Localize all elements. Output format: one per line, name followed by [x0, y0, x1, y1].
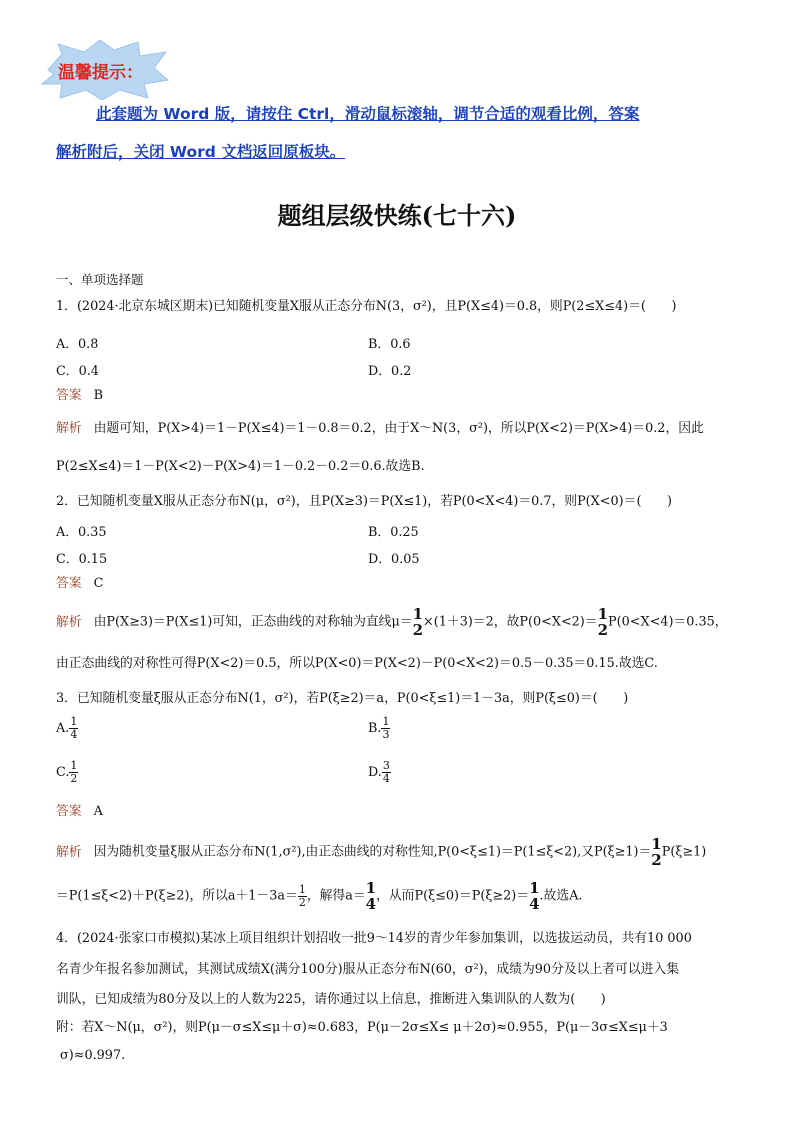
q3-analysis-text-1a: 因为随机变量ξ服从正态分布N(1,σ²),由正态曲线的对称性知,P(0<ξ≤1)＝P(1≤ξ<2),又P(ξ≥1)＝: [93, 844, 652, 860]
section-heading: 一、单项选择题: [56, 272, 144, 287]
fraction-half: 1 2: [412, 605, 424, 639]
q2-analysis-text-1b: ×(1＋3)＝2，故P(0<X<2)＝: [423, 614, 598, 630]
answer-label: 答案: [56, 388, 82, 403]
q3-option-a: A. $\frac{1}{4}$: [56, 715, 78, 741]
q3-analysis-line-1: [56, 836, 706, 868]
q1-option-c: C．0.4: [56, 364, 99, 379]
q2-stem: 2．已知随机变量X服从正态分布N(μ，σ²)，且P(X≥3)＝P(X≤1)，若P(0<X<4)＝0.7，则P(X<0)＝( ): [56, 494, 673, 509]
q1-analysis-text-1: 由题可知，P(X>4)＝1－P(X≤4)＝1－0.8＝0.2，由于X～N(3，σ²)，所以P(X<2)＝P(X>4)＝0.2，因此: [93, 421, 704, 436]
tip-line-2: 解析附后，关闭 Word 文档返回原板块。: [56, 143, 346, 161]
fraction-quarter: 1 4: [365, 879, 377, 913]
q1-answer: B: [93, 388, 103, 403]
analysis-label: 解析: [56, 421, 82, 436]
q4-line-3: 训队，已知成绩为80分及以上的人数为225，请你通过以上信息，推断进入集训队的人数为( ): [56, 992, 606, 1007]
q2-option-d: D．0.05: [368, 552, 420, 567]
page-title: 题组层级快练(七十六): [277, 201, 517, 230]
q4-line-1: 4．(2024·张家口市模拟)某冰上项目组织计划招收一批9～14岁的青少年参加集训，以选拔运动员，共有10 000: [56, 931, 692, 946]
q2-answer-row: [56, 575, 103, 593]
q1-stem: 1．(2024·北京东城区期末)已知随机变量X服从正态分布N(3，σ²)，且P(X≤4)＝0.8，则P(2≤X≤4)＝( ): [56, 299, 677, 314]
q3-option-d: D. $\frac{3}{4}$: [368, 759, 390, 785]
q3-analysis-line-2: ＝P(1≤ξ<2)＋P(ξ≥2)，所以a＋1－3a＝ $\frac{1}{2}$ ，解得a＝ 1 4 ，从而P(ξ≤0)＝P(ξ≥2)＝ 1 4 .故选A.: [56, 879, 583, 913]
fraction-half: $\frac{1}{2}$: [298, 882, 306, 909]
q2-analysis-line-1: [56, 606, 728, 638]
q1-answer-row: [56, 387, 103, 405]
q3-stem: 3．已知随机变量ξ服从正态分布N(1，σ²)，若P(ξ≥2)＝a，P(0<ξ≤1)＝1－3a，则P(ξ≤0)＝( ): [56, 691, 629, 706]
q1-option-a: A．0.8: [56, 337, 99, 352]
q3-option-b: B. $\frac{1}{3}$: [368, 715, 390, 741]
q4-line-2: 名青少年报名参加测试，其测试成绩X(满分100分)服从正态分布N(60，σ²)，成绩为90分及以上者可以进入集: [56, 962, 680, 977]
q1-option-b: B．0.6: [368, 337, 411, 352]
answer-label: 答案: [56, 804, 82, 819]
answer-label: 答案: [56, 576, 82, 591]
q4-line-5: σ)≈0.997.: [60, 1048, 126, 1063]
fraction-quarter: 1 4: [529, 879, 540, 913]
q2-option-c: C．0.15: [56, 552, 108, 567]
q1-option-d: D．0.2: [368, 364, 412, 379]
q1-analysis-line-1: [56, 420, 704, 438]
q1-analysis-line-2: P(2≤X≤4)＝1－P(X<2)－P(X>4)＝1－0.2－0.2＝0.6.故选B.: [56, 459, 425, 474]
q3-option-c: C. $\frac{1}{2}$: [56, 759, 78, 785]
tip-line-1: 此套题为 Word 版，请按住 Ctrl，滑动鼠标滚轴，调节合适的观看比例，答案: [96, 105, 640, 123]
fraction-half: 1 2: [651, 835, 662, 869]
q4-line-4: 附：若X～N(μ，σ²)，则P(μ－σ≤X≤μ＋σ)≈0.683，P(μ－2σ≤X≤ μ＋2σ)≈0.955，P(μ－3σ≤X≤μ＋3: [56, 1020, 668, 1035]
q2-analysis-line-2: 由正态曲线的对称性可得P(X<2)＝0.5，所以P(X<0)＝P(X<2)－P(0<X<2)＝0.5－0.35＝0.15.故选C.: [56, 656, 658, 671]
q2-answer: C: [93, 576, 104, 591]
q3-answer: A: [93, 804, 103, 819]
q3-answer-row: [56, 803, 103, 821]
q2-option-a: A．0.35: [56, 525, 107, 540]
analysis-label: 解析: [56, 614, 82, 630]
q3-analysis-text-1b: P(ξ≥1): [661, 844, 707, 860]
q2-analysis-text-1c: P(0<X<4)＝0.35，: [608, 614, 728, 630]
analysis-label: 解析: [56, 844, 82, 860]
fraction-half: 1 2: [597, 605, 609, 639]
q2-option-b: B．0.25: [368, 525, 419, 540]
q2-analysis-text-1a: 由P(X≥3)＝P(X≤1)可知，正态曲线的对称轴为直线μ＝: [93, 614, 413, 630]
tip-badge-text: 温馨提示：: [58, 63, 143, 83]
